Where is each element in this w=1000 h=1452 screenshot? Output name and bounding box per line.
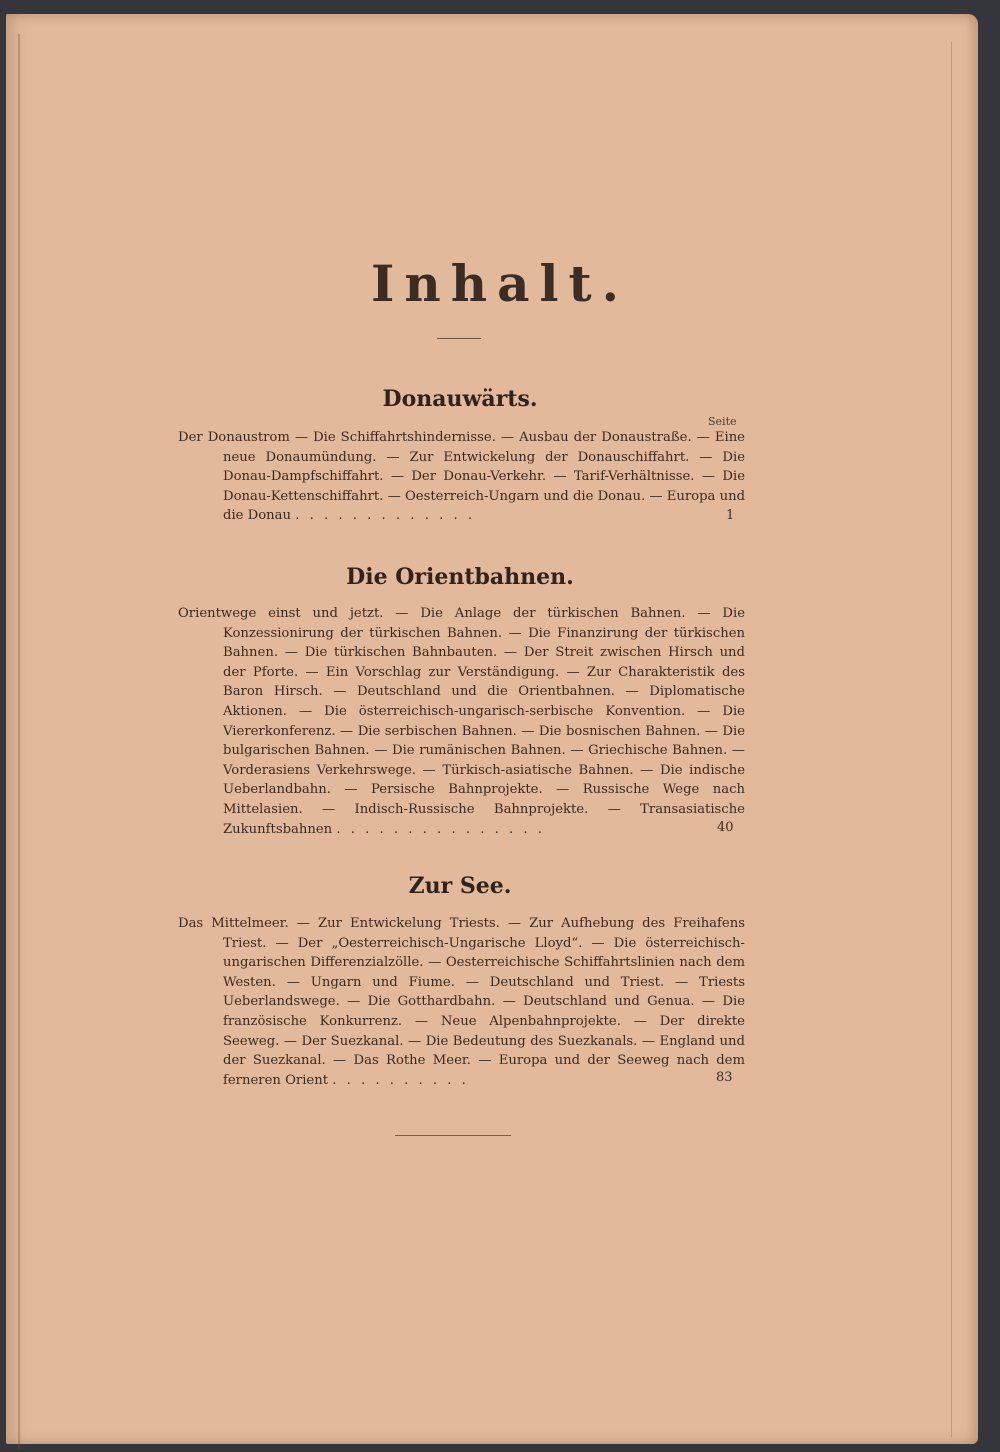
toc-entry-text: Der Donaustrom — Die Schiffahrtshindernisse. — Ausbau der Donaustraße. — Eine neue Donaumündung. — Zur Entwickelung der Donauschiffahrt. — Die Donau-Dampfschiffahrt. — Der Donau-Verkehr. — Tarif-Verhältnisse. — Die Donau-Kettenschiffahrt. — Oesterreich-Ungarn und die Donau. — Europa und die Donau <box>178 430 746 524</box>
page-title: Inhalt. <box>371 254 629 313</box>
section-heading-orientbahnen: Die Orientbahnen. <box>346 564 574 590</box>
page-column-label: Seite <box>708 415 737 428</box>
spine-line <box>18 34 20 1449</box>
toc-entry-text: Das Mittelmeer. — Zur Entwickelung Triests. — Zur Aufhebung des Freihafens Triest. — Der „Oesterreichisch-Ungarische Lloyd“. — Die österreichisch-ungarischen Differenzialzölle. — Oesterreichische Schiffahrtslinien nach dem Westen. — Ungarn und Fiume. — Deutschland und Triest. — Triests Ueberlandswege. — Die Gotthardbahn. — Deutschland und Genua. — Die französische Konkurrenz. — Neue Alpenbahnprojekte. — Der direkte Seeweg. — Der Suezkanal. — Die Bedeutung des Suezkanals. — England und der Suezkanal. — Das Rothe Meer. — Europa und der Seeweg nach dem ferneren Orient <box>178 916 745 1088</box>
section-heading-donauwaerts: Donauwärts. <box>382 386 538 412</box>
toc-entry-text: Orientwege einst und jetzt. — Die Anlage der türkischen Bahnen. — Die Konzessionirung der türkischen Bahnen. — Die Finanzirung der türkischen Bahnen. — Die türkischen Bahnbauten. — Der Streit zwischen Hirsch und der Pforte. — Ein Vorschlag zur Verständigung. — Zur Charakteristik des Baron Hirsch. — Deutschland und die Orientbahnen. — Diplomatische Aktionen. — Die österreichisch-ungarisch-serbische Konvention. — Die Viererkonferenz. — Die serbischen Bahnen. — Die bosnischen Bahnen. — Die bulgarischen Bahnen. — Die rumänischen Bahnen. — Griechische Bahnen. — Vorderasiens Verkehrswege. — Türkisch-asiatische Bahnen. — Die indische Ueberlandbahn. — Persische Bahnprojekte. — Russische Wege nach Mittelasien. — Indisch-Russische Bahnprojekte. — Transasiatische Zukunftsbahnen <box>178 606 745 837</box>
title-ornament-rule <box>437 338 481 339</box>
section-heading-zur-see: Zur See. <box>408 873 512 899</box>
leader-dots: . . . . . . . . . . <box>332 1072 469 1088</box>
leader-dots: . . . . . . . . . . . . . . . <box>336 821 545 837</box>
toc-entry-donauwaerts <box>178 428 745 526</box>
leader-dots: . . . . . . . . . . . . . <box>295 508 476 524</box>
page-number-zur-see: 83 <box>716 1070 733 1085</box>
toc-entry-orientbahnen <box>178 604 745 839</box>
page-number-donauwaerts: 1 <box>726 508 735 523</box>
toc-entry-zur-see <box>178 914 745 1090</box>
closing-rule <box>395 1135 511 1136</box>
page-number-orientbahnen: 40 <box>717 820 734 835</box>
page-edge <box>951 42 960 1437</box>
